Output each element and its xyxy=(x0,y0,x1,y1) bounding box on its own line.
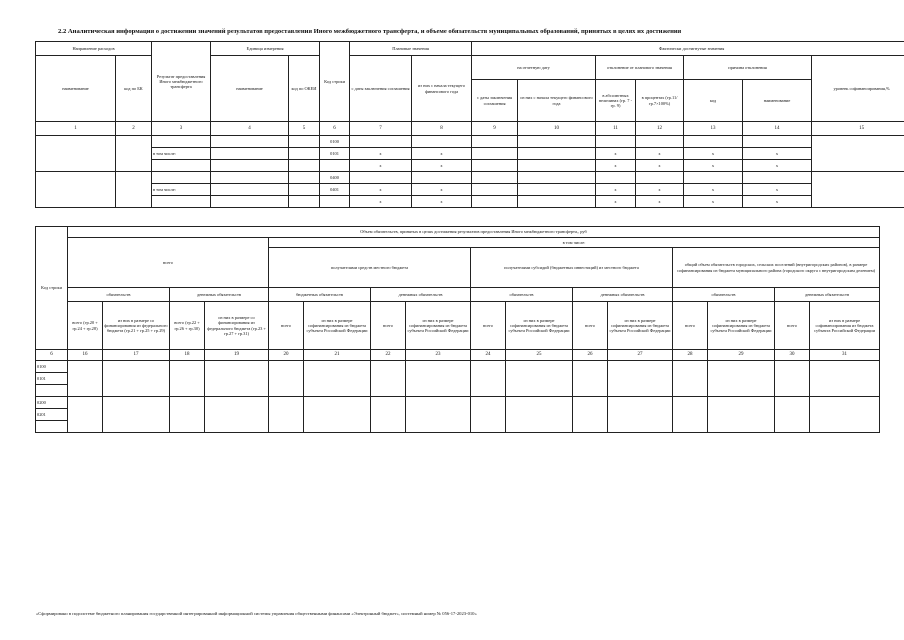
header-okei: код по ОКЕИ xyxy=(289,56,320,122)
table-row xyxy=(36,184,904,196)
cell xyxy=(506,361,573,397)
cell xyxy=(152,160,211,172)
cell xyxy=(518,184,596,196)
footnote: «Сформировано в подсистеме бюджетного планирования государственной интегрированной информационной системы управления общественными финансами «Электронный бюджет», системный номер № 056-17-2023-010» xyxy=(36,611,477,616)
header-dev-pct: в процентах (гр.11/гр.7×100%) xyxy=(636,80,684,122)
cell xyxy=(269,361,304,397)
x-mark: x xyxy=(684,148,743,160)
header-c18: всего (гр.22 + гр.26 + гр.30) xyxy=(170,302,205,350)
cell xyxy=(170,397,205,433)
x-mark: x xyxy=(743,160,812,172)
cell xyxy=(518,136,596,148)
cell xyxy=(116,136,152,172)
row-code: 0100 xyxy=(36,361,68,373)
cell xyxy=(350,172,412,184)
col-num: 24 xyxy=(471,350,506,361)
cell xyxy=(775,397,810,433)
page-title: 2.2 Аналитическая информация о достижении значений результатов предоставления Иного межбюджетного трансферта, и объеме обязательств муниципальных образований, принятых в целях их достижения xyxy=(58,28,682,35)
header-code: Код строки xyxy=(320,42,350,122)
cell xyxy=(211,184,289,196)
cell xyxy=(684,172,743,184)
header-fed: из них в размере софинансирования из бюджета субъекта Российской Федерации xyxy=(708,302,775,350)
row-code: 0201 xyxy=(36,409,68,421)
header-fed: из них в размере софинансирования из бюджета субъекта Российской Федерации xyxy=(608,302,673,350)
col-num: 13 xyxy=(684,122,743,136)
header-deviation: отклонение от планового значения xyxy=(596,56,684,80)
header-all: всего xyxy=(573,302,608,350)
col-num: 31 xyxy=(810,350,880,361)
cell xyxy=(36,421,68,433)
header-all: всего xyxy=(471,302,506,350)
cell xyxy=(775,361,810,397)
cell xyxy=(472,160,518,172)
cell xyxy=(211,160,289,172)
col-num: 19 xyxy=(205,350,269,361)
cell xyxy=(205,397,269,433)
header-fact: Фактически достигнутые значения xyxy=(472,42,904,56)
col-num: 10 xyxy=(518,122,596,136)
cell xyxy=(170,361,205,397)
cell xyxy=(116,172,152,208)
col-num: 14 xyxy=(743,122,812,136)
x-mark: x xyxy=(636,184,684,196)
x-mark: x xyxy=(636,160,684,172)
cell xyxy=(472,184,518,196)
cell xyxy=(471,397,506,433)
x-mark: x xyxy=(596,160,636,172)
header-c16: всего (гр.20 + гр.24 + гр.28) xyxy=(68,302,103,350)
cell xyxy=(506,397,573,433)
header-obligations: обязательств xyxy=(68,288,170,302)
cell xyxy=(68,397,103,433)
col-num: 25 xyxy=(506,350,573,361)
cell xyxy=(289,172,320,184)
header-plan-year: из них с начала текущего финансового года xyxy=(412,56,472,122)
header-reason: причина отклонения xyxy=(684,56,812,80)
cell xyxy=(596,172,636,184)
header-direction-name: наименование xyxy=(36,56,116,122)
header-fed: из них в размере софинансирования из бюджета субъекта Российской Федерации xyxy=(406,302,471,350)
cell xyxy=(205,361,269,397)
cell xyxy=(810,361,880,397)
header-direction: Направление расходов xyxy=(36,42,152,56)
col-num: 28 xyxy=(673,350,708,361)
header-subsidies: получателями субсидий (бюджетных инвестиций) из местного бюджета xyxy=(471,248,673,288)
header-general-volume: общий объем обязательств городских, сельских поселений (внутригородских районов), в размере софинансирования из бюджета муниципального района (городского округа с внутригородским делением) xyxy=(673,248,880,288)
header-code: Код строки xyxy=(36,227,68,350)
cell xyxy=(36,136,116,172)
x-mark: x xyxy=(412,196,472,208)
header-dev-abs: в абсолютных величинах (гр. 7 - гр. 9) xyxy=(596,80,636,122)
header-report: на отчетную дату xyxy=(472,56,596,80)
x-mark: x xyxy=(350,148,412,160)
cell xyxy=(350,136,412,148)
including-label: в том числе: xyxy=(152,148,211,160)
cell xyxy=(636,172,684,184)
x-mark: x xyxy=(596,148,636,160)
col-num: 6 xyxy=(36,350,68,361)
header-money-obligations: денежных обязательств xyxy=(775,288,880,302)
cell xyxy=(320,160,350,172)
col-num: 5 xyxy=(289,122,320,136)
header-obligations: обязательств xyxy=(471,288,573,302)
header-money-obligations: денежных обязательств xyxy=(170,288,269,302)
results-table xyxy=(35,41,904,208)
obligations-table xyxy=(35,226,880,433)
header-bk: код по БК xyxy=(116,56,152,122)
cell xyxy=(152,136,211,148)
cell xyxy=(518,160,596,172)
cell xyxy=(289,184,320,196)
row-code: 0100 xyxy=(320,136,350,148)
col-num: 16 xyxy=(68,350,103,361)
col-num: 7 xyxy=(350,122,412,136)
col-num: 21 xyxy=(304,350,371,361)
header-reason-name: наименование xyxy=(743,80,812,122)
cell xyxy=(211,196,289,208)
cell xyxy=(269,397,304,433)
cell xyxy=(36,172,116,208)
header-all: всего xyxy=(775,302,810,350)
x-mark: x xyxy=(743,184,812,196)
header-total: всего xyxy=(68,238,269,288)
col-num: 11 xyxy=(596,122,636,136)
header-c19: из них в размере со финансирования из федерального бюджета (гр.23 + гр.27 + гр.31) xyxy=(205,302,269,350)
cell xyxy=(518,148,596,160)
col-num: 2 xyxy=(116,122,152,136)
table-row xyxy=(36,172,904,184)
cell xyxy=(573,397,608,433)
cell xyxy=(472,196,518,208)
cell xyxy=(573,361,608,397)
header-unit-name: наименование xyxy=(211,56,289,122)
cell xyxy=(103,397,170,433)
including-label: в том числе: xyxy=(152,184,211,196)
cell xyxy=(152,172,211,184)
cell xyxy=(103,361,170,397)
header-volume: Объем обязательств, принятых в целях достижения результатов предоставления Иного межбюджетного трансферта,, руб xyxy=(68,227,880,238)
cell xyxy=(684,136,743,148)
row-code: 0400 xyxy=(320,172,350,184)
table-row xyxy=(36,160,904,172)
cell xyxy=(743,136,812,148)
table-row xyxy=(36,196,904,208)
header-recipients: получателями средств местного бюджета xyxy=(269,248,471,288)
cell xyxy=(471,361,506,397)
cell xyxy=(518,172,596,184)
header-fed: из них в размере софинансирования из бюджета субъекта Российской Федерации xyxy=(810,302,880,350)
column-numbers-row xyxy=(36,350,880,361)
x-mark: x xyxy=(412,148,472,160)
header-fed: из них в размере софинансирования из бюджета субъекта Российской Федерации xyxy=(506,302,573,350)
cell xyxy=(371,397,406,433)
cell xyxy=(636,136,684,148)
cell xyxy=(152,196,211,208)
cell xyxy=(673,397,708,433)
cell xyxy=(743,172,812,184)
cell xyxy=(472,172,518,184)
col-num: 1 xyxy=(36,122,116,136)
col-num: 18 xyxy=(170,350,205,361)
cell xyxy=(289,148,320,160)
cell xyxy=(608,361,673,397)
row-code: 0401 xyxy=(320,184,350,196)
cell xyxy=(810,397,880,433)
table-row xyxy=(36,361,880,373)
column-numbers-row xyxy=(36,122,904,136)
header-unit: Единица измерения xyxy=(211,42,320,56)
cell xyxy=(371,361,406,397)
header-budget-obligations: бюджетных обязательств xyxy=(269,288,371,302)
cell xyxy=(289,196,320,208)
header-level: уровень софинансирования,% xyxy=(812,56,904,122)
header-all: всего xyxy=(371,302,406,350)
header-reason-code: код xyxy=(684,80,743,122)
x-mark: x xyxy=(350,196,412,208)
header-including: в том числе: xyxy=(269,238,880,248)
row-code: 0200 xyxy=(36,397,68,409)
col-num: 29 xyxy=(708,350,775,361)
x-mark: x xyxy=(596,196,636,208)
header-result: Результат предоставления Иного межбюджетного трансферта xyxy=(152,42,211,122)
x-mark: x xyxy=(684,184,743,196)
col-num: 12 xyxy=(636,122,684,136)
col-num: 9 xyxy=(472,122,518,136)
table-row xyxy=(36,148,904,160)
cell xyxy=(472,136,518,148)
col-num: 22 xyxy=(371,350,406,361)
x-mark: x xyxy=(596,184,636,196)
cell xyxy=(412,136,472,148)
cell xyxy=(708,361,775,397)
col-num: 23 xyxy=(406,350,471,361)
cell xyxy=(68,361,103,397)
header-obligations: обязательств xyxy=(673,288,775,302)
header-report-year: из них с начала текущего финансового года xyxy=(518,80,596,122)
cell xyxy=(518,196,596,208)
col-num: 6 xyxy=(320,122,350,136)
x-mark: x xyxy=(350,160,412,172)
cell xyxy=(812,172,904,208)
cell xyxy=(608,397,673,433)
col-num: 15 xyxy=(812,122,904,136)
header-plan-date: с даты заключения соглашения xyxy=(350,56,412,122)
col-num: 3 xyxy=(152,122,211,136)
cell xyxy=(304,397,371,433)
cell xyxy=(406,397,471,433)
header-money-obligations: денежных обязательств xyxy=(371,288,471,302)
col-num: 17 xyxy=(103,350,170,361)
header-fed: из них в размере софинансирования из бюджета субъекта Российской Федерации xyxy=(304,302,371,350)
header-report-date: с даты заключения соглашения xyxy=(472,80,518,122)
row-code: 0101 xyxy=(320,148,350,160)
cell xyxy=(412,172,472,184)
col-num: 8 xyxy=(412,122,472,136)
header-all: всего xyxy=(673,302,708,350)
x-mark: x xyxy=(636,148,684,160)
col-num: 20 xyxy=(269,350,304,361)
col-num: 26 xyxy=(573,350,608,361)
row-code: 0101 xyxy=(36,373,68,385)
cell xyxy=(289,160,320,172)
cell xyxy=(320,196,350,208)
col-num: 30 xyxy=(775,350,810,361)
x-mark: x xyxy=(684,196,743,208)
x-mark: x xyxy=(743,148,812,160)
cell xyxy=(406,361,471,397)
table-row xyxy=(36,397,880,409)
cell xyxy=(472,148,518,160)
header-plan: Плановые значения xyxy=(350,42,472,56)
cell xyxy=(211,148,289,160)
cell xyxy=(708,397,775,433)
x-mark: x xyxy=(743,196,812,208)
cell xyxy=(289,136,320,148)
cell xyxy=(596,136,636,148)
cell xyxy=(304,361,371,397)
x-mark: x xyxy=(684,160,743,172)
table-row xyxy=(36,136,904,148)
cell xyxy=(211,136,289,148)
header-money-obligations: денежных обязательств xyxy=(573,288,673,302)
cell xyxy=(812,136,904,172)
x-mark: x xyxy=(412,160,472,172)
x-mark: x xyxy=(636,196,684,208)
col-num: 4 xyxy=(211,122,289,136)
cell xyxy=(36,385,68,397)
header-c17: из них в размере со финансирования из федерального бюджета (гр.21 + гр.25 + гр.29) xyxy=(103,302,170,350)
x-mark: x xyxy=(412,184,472,196)
header-all: всего xyxy=(269,302,304,350)
cell xyxy=(211,172,289,184)
col-num: 27 xyxy=(608,350,673,361)
x-mark: x xyxy=(350,184,412,196)
cell xyxy=(673,361,708,397)
